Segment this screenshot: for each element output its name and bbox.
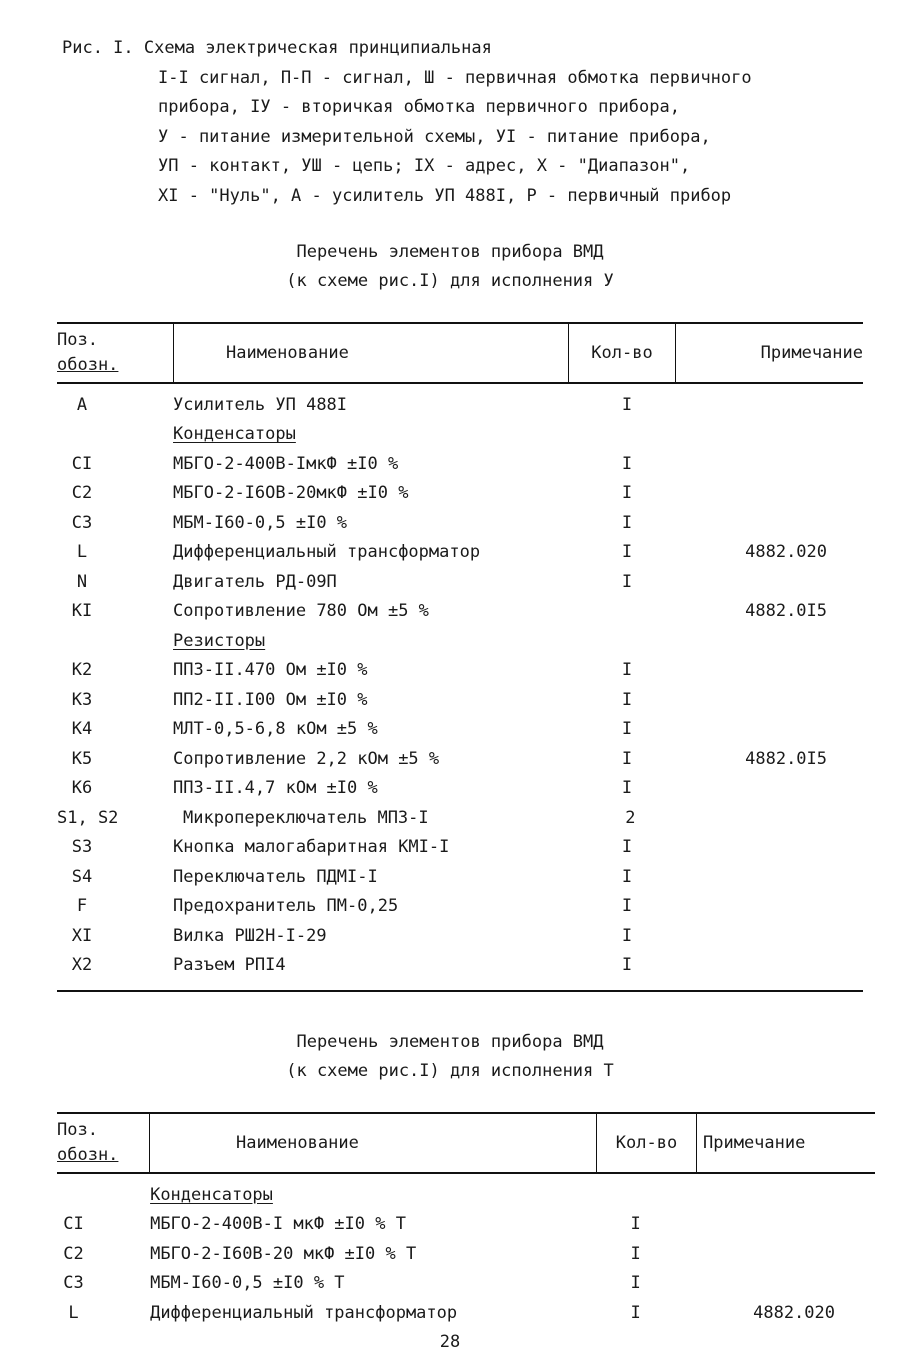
cell-note: 4882.020 [745,542,828,563]
cell-qty: I [630,1214,641,1235]
header-pos-line1: Поз. [57,330,98,350]
cell-name: Усилитель УП 488I [173,394,348,415]
cell-qty: I [630,1243,641,1264]
table-row [57,685,863,715]
caption-line: прибора, IУ - вторичкая обмотка первичного прибора, [158,97,680,117]
cell-pos: S3 [71,837,93,858]
table2-title-line1: Перечень элементов прибора ВМД [296,1032,604,1052]
table-row [57,921,863,951]
cell-name: Сопротивление 2,2 кОм ±5 % [173,748,440,769]
cell-pos: К6 [71,778,93,799]
table-row [57,862,863,892]
table-row [57,774,863,804]
cell-qty: I [621,866,633,887]
table-row [57,892,863,922]
cell-qty: I [621,748,633,769]
cell-name: ППЗ-II.470 Ом ±I0 % [173,660,368,681]
cell-name: ПП2-II.I00 Ом ±I0 % [173,689,368,710]
header-note: Примечание [675,324,863,382]
table-row [57,1298,875,1328]
cell-name: Вилка РШ2Н-I-29 [173,925,327,946]
table-row [57,626,863,656]
cell-pos: CI [71,453,93,474]
cell-name: Кнопка малогабаритная КМI-I [173,837,450,858]
section-heading: Конденсаторы [150,1184,273,1205]
cell-qty: I [621,512,633,533]
table-row [57,951,863,981]
section-heading: Конденсаторы [173,424,296,445]
header-pos-line1: Поз. [57,1120,98,1140]
cell-name: Дифференциальный трансформатор [173,542,481,563]
cell-qty: I [621,955,633,976]
header-pos [57,1114,149,1172]
table-row [57,420,863,450]
caption-line: I-I сигнал, П-П - сигнал, Ш - первичная обмотка первичного [158,67,752,88]
cell-name: Микропереключатель МП3-I [183,807,429,828]
table-row [57,656,863,686]
cell-name: Предохранитель ПМ-0,25 [173,896,399,917]
cell-qty: I [621,453,633,474]
cell-pos: К3 [71,689,93,710]
table1-header [57,324,863,382]
cell-pos: F [76,896,88,917]
table1 [57,322,863,980]
table2-title-line2: (к схеме рис.I) для исполнения Т [286,1061,614,1081]
table-row [57,1180,875,1210]
table-row [57,1239,875,1269]
table2-title [0,1028,900,1086]
table-row [57,803,863,833]
cell-qty: I [630,1302,641,1323]
table-row [57,390,863,420]
table-row [57,833,863,863]
header-pos-line2: обозн. [57,1145,119,1165]
cell-qty: I [621,689,633,710]
cell-qty: I [621,719,633,740]
header-note: Примечание [696,1114,875,1172]
table1-title-line1: Перечень элементов прибора ВМД [296,242,604,262]
header-pos [57,324,173,382]
table-row [57,449,863,479]
cell-name: МБГО-2-I60В-20 мкФ ±I0 % Т [150,1243,417,1264]
cell-pos: X2 [71,955,93,976]
cell-qty: I [621,837,633,858]
figure-caption [62,34,752,211]
table2 [57,1112,875,1328]
cell-name: Двигатель РД-09П [173,571,337,592]
caption-line: У - питание измерительной схемы, УI - питание прибора, [158,126,711,147]
table-row [57,1269,875,1299]
table1-body [57,384,863,980]
table-row [57,567,863,597]
cell-pos: XI [71,925,93,946]
table1-title [0,238,900,296]
cell-name: Разъем РПI4 [173,955,286,976]
cell-pos: S1, S2 [57,807,119,828]
cell-qty: I [621,394,633,415]
cell-name: МБГО-2-400В-IмкФ ±I0 % [173,453,399,474]
cell-name: МБГО-2-I6OВ-20мкФ ±I0 % [173,483,409,504]
table-row [57,1210,875,1240]
table-row [57,538,863,568]
caption-line: Рис. I. Схема электрическая принципиальная [62,38,492,58]
cell-pos: КI [71,601,93,622]
cell-qty: I [630,1273,641,1294]
cell-qty: I [621,778,633,799]
cell-pos: C2 [63,1243,84,1264]
cell-qty: I [621,660,633,681]
cell-name: Переключатель ПДМI-I [173,866,378,887]
caption-line: УП - контакт, УШ - цепь; IX - адрес, X - "Диапазон", [158,156,691,176]
table-row [57,715,863,745]
cell-pos: L [68,1302,79,1323]
caption-line: XI - "Нуль", А - усилитель УП 488I, Р - первичный прибор [158,185,732,206]
cell-qty: I [621,542,633,563]
cell-name: МБГО-2-400В-I мкФ ±I0 % Т [150,1214,406,1235]
cell-name: МЛТ-0,5-6,8 кОм ±5 % [173,719,378,740]
cell-pos: А [76,394,88,415]
header-qty: Кол-во [568,324,675,382]
cell-pos: C2 [71,483,93,504]
header-name: Наименование [173,324,568,382]
cell-pos: S4 [71,866,93,887]
cell-note: 4882.0I5 [745,601,828,622]
cell-qty: I [621,925,633,946]
table2-header [57,1114,875,1172]
section-heading: Резисторы [173,630,266,651]
cell-name: Дифференциальный трансформатор [150,1302,458,1323]
table1-title-line2: (к схеме рис.I) для исполнения У [286,271,614,291]
table1-bottom-rule [57,990,863,992]
cell-pos: L [76,542,88,563]
cell-note: 4882.0I5 [745,748,828,769]
cell-pos: C3 [71,512,93,533]
cell-name: МБМ-I60-0,5 ±I0 % [173,512,348,533]
table-row [57,508,863,538]
cell-name: Сопротивление 780 Ом ±5 % [173,601,429,622]
cell-pos: К2 [71,660,93,681]
cell-pos: К4 [71,719,93,740]
header-name: Наименование [149,1114,596,1172]
table-row [57,597,863,627]
cell-pos: CI [63,1214,84,1235]
table-row [57,744,863,774]
cell-qty: I [621,896,633,917]
cell-qty: I [621,483,633,504]
cell-note: 4882.020 [753,1302,835,1323]
cell-pos: C3 [63,1273,84,1294]
cell-qty: 2 [625,807,636,828]
cell-pos: N [76,571,88,592]
header-pos-line2: обозн. [57,355,119,375]
cell-pos: К5 [71,748,93,769]
cell-qty: I [621,571,633,592]
table2-body [57,1174,875,1328]
cell-name: МБМ-I60-0,5 ±I0 % Т [150,1273,345,1294]
table-row [57,479,863,509]
header-qty: Кол-во [596,1114,696,1172]
page-number: 28 [439,1332,461,1352]
cell-name: ППЗ-II.4,7 кОм ±I0 % [173,778,378,799]
